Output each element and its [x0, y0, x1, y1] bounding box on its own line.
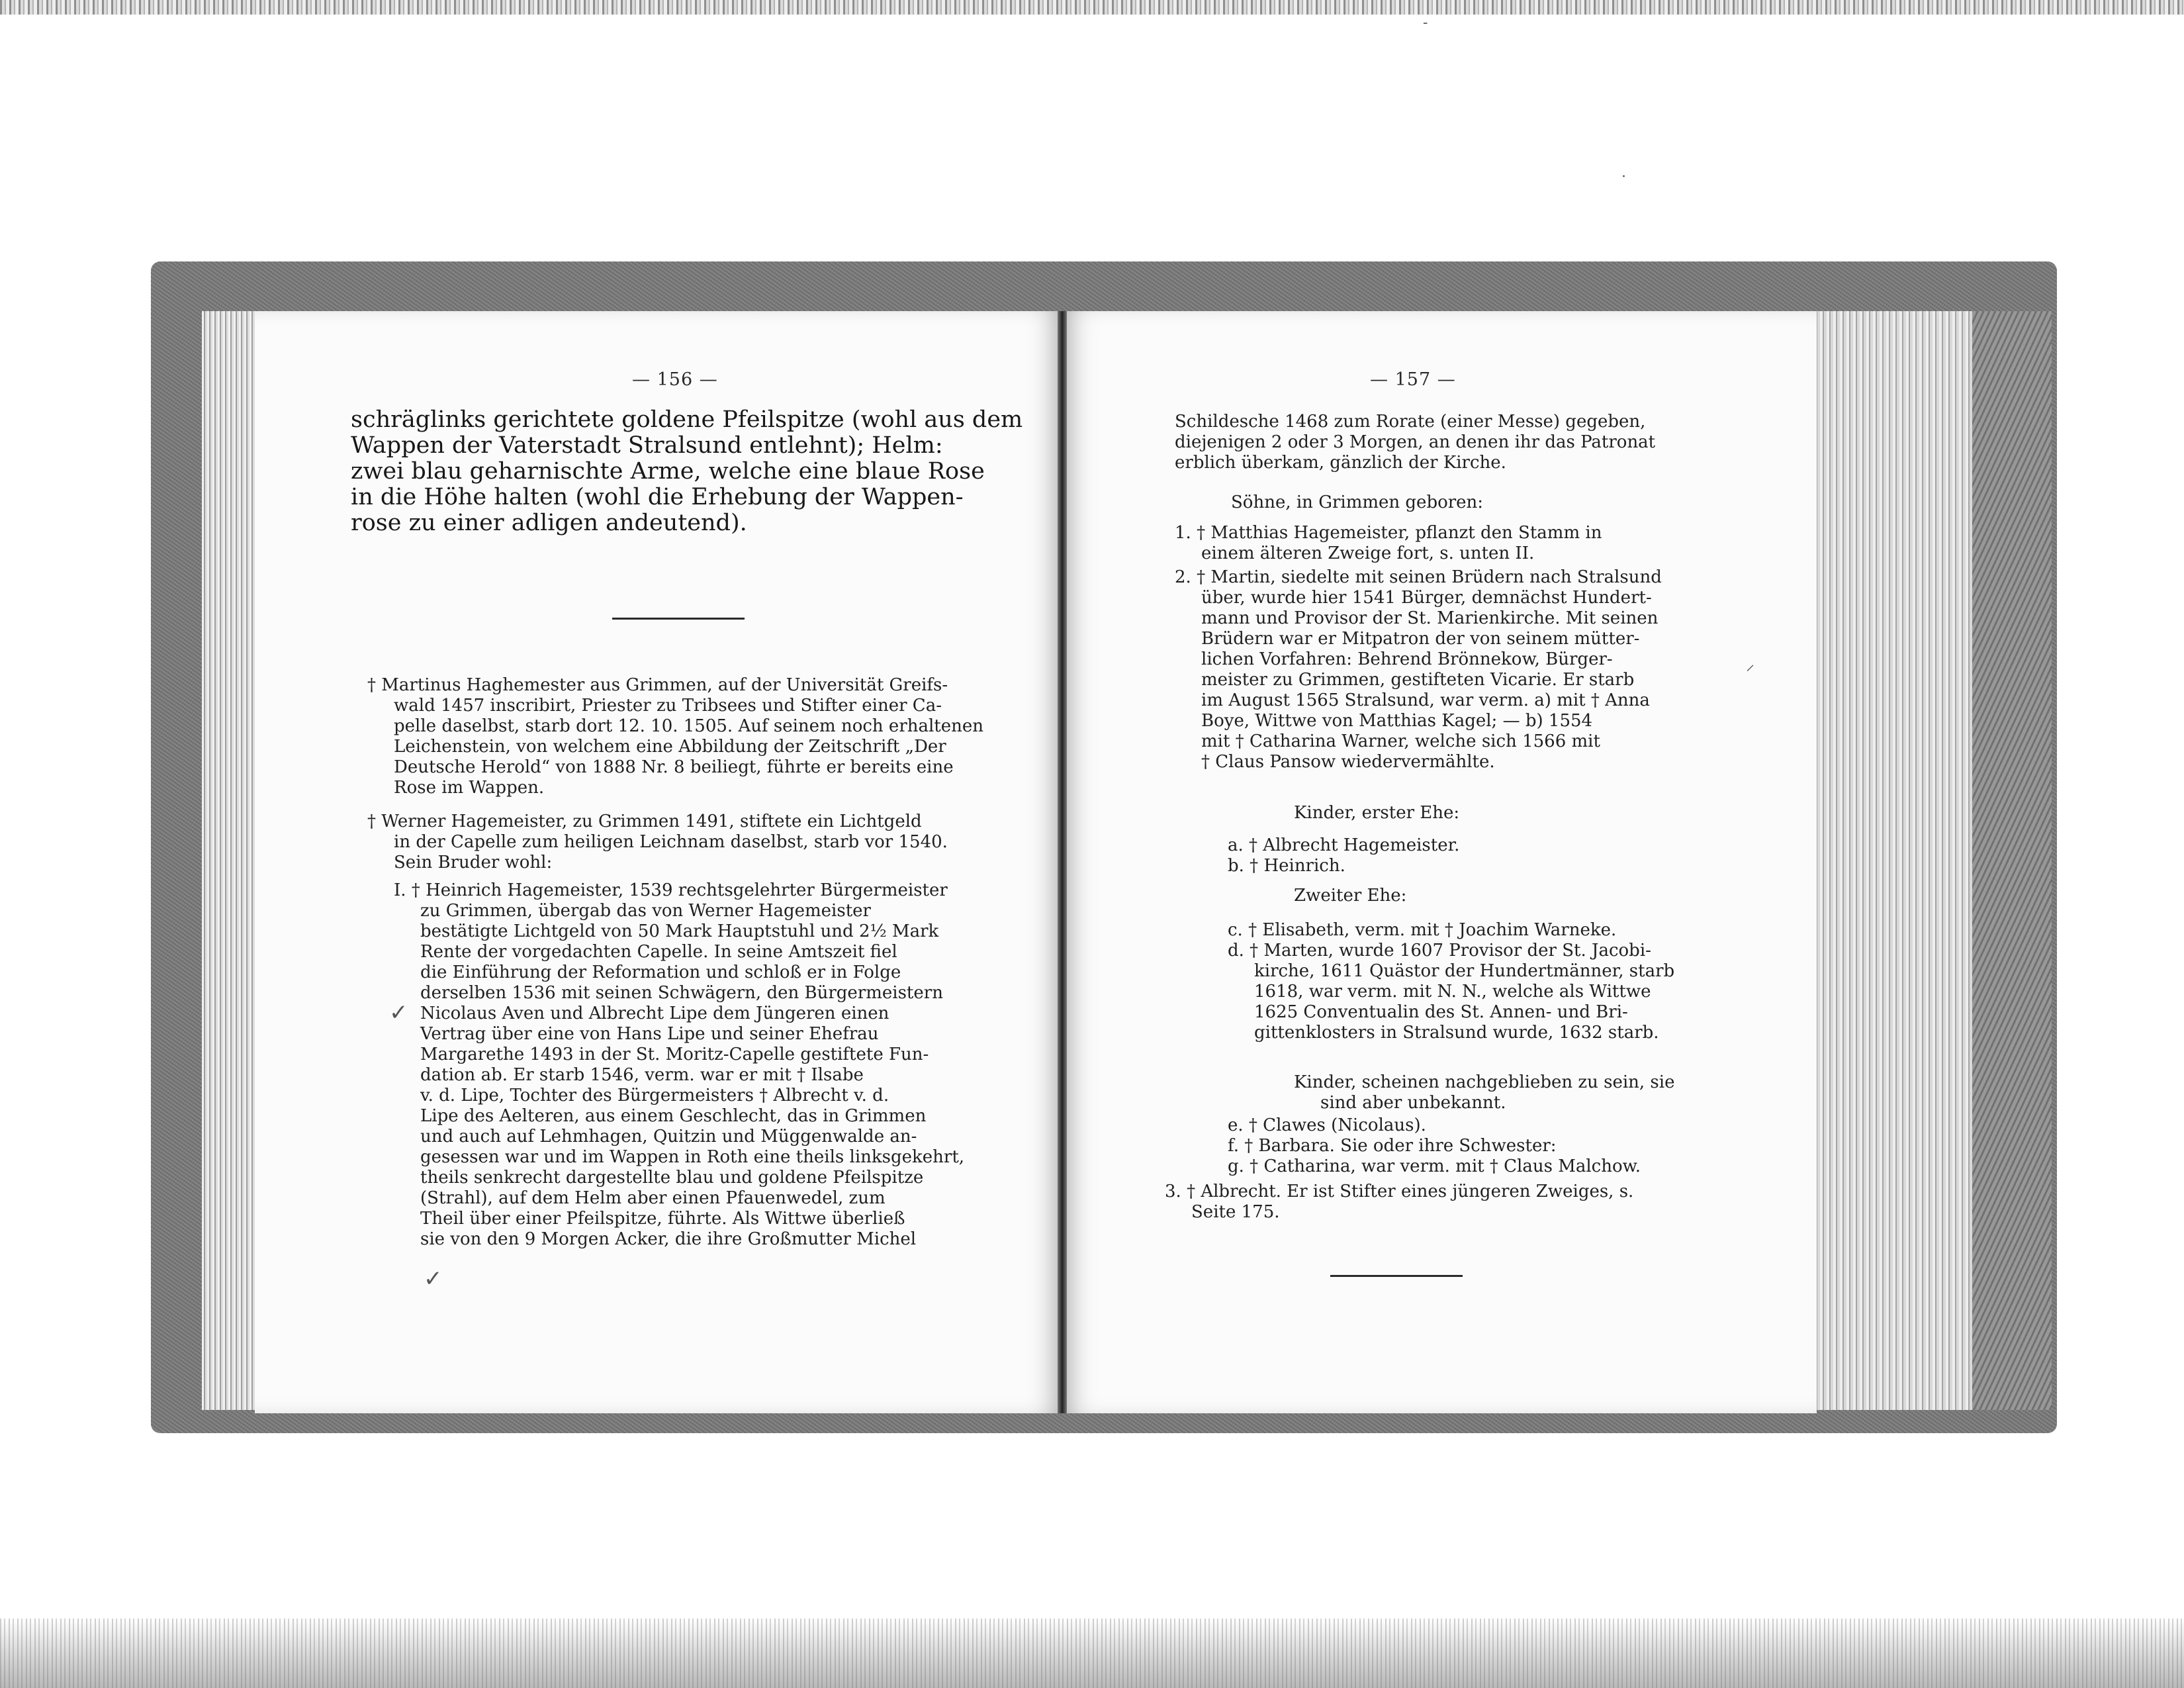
list-item: d. † Marten, wurde 1607 Provisor der St. Jacobi-	[1228, 941, 1651, 961]
text-line: gesessen war und im Wappen in Roth eine theils linksgekehrt,	[420, 1147, 965, 1167]
list-item: c. † Elisabeth, verm. mit † Joachim Warneke.	[1228, 920, 1617, 940]
text-line: 3. † Albrecht. Er ist Stifter eines jüngeren Zweiges, s.	[1165, 1182, 1634, 1201]
text-line: † Martinus Haghemester aus Grimmen, auf der Universität Greifs-	[367, 675, 948, 695]
text-line: Vertrag über eine von Hans Lipe und seiner Ehefrau	[420, 1024, 879, 1044]
text-line: 1618, war verm. mit N. N., welche als Wittwe	[1254, 982, 1651, 1002]
right-intro	[1175, 412, 1810, 473]
children-note	[1294, 1072, 1810, 1113]
text-line: Schildesche 1468 zum Rorate (einer Messe) gegeben,	[1175, 412, 1646, 432]
text-line: sind aber unbekannt.	[1320, 1093, 1506, 1113]
text-line: mit † Catharina Warner, welche sich 1566 mit	[1201, 731, 1600, 751]
text-line: Deutsche Herold“ von 1888 Nr. 8 beiliegt, führte er bereits eine	[394, 757, 954, 777]
text-line: sie von den 9 Morgen Acker, die ihre Großmutter Michel	[420, 1229, 917, 1249]
page-number-right: — 157 —	[1370, 369, 1456, 390]
text-line: † Claus Pansow wiedervermählte.	[1201, 752, 1495, 772]
text-line: im August 1565 Stralsund, war verm. a) mit † Anna	[1201, 690, 1650, 710]
son-martin	[1175, 567, 1810, 773]
text-line: lichen Vorfahren: Behrend Brönnekow, Bürger-	[1201, 649, 1613, 669]
text-line: theils senkrecht dargestellte blau und goldene Pfeilspitze	[420, 1168, 924, 1188]
text-line: gittenklosters in Stralsund wurde, 1632 starb.	[1254, 1023, 1659, 1043]
children-more-list	[1228, 1115, 1810, 1177]
text-line: Lipe des Aelteren, aus einem Geschlecht, das in Grimmen	[420, 1106, 927, 1126]
text-line: mann und Provisor der St. Marienkirche. Mit seinen	[1201, 608, 1659, 628]
son-matthias	[1175, 523, 1810, 564]
text-line: schräglinks gerichtete goldene Pfeilspitze (wohl aus dem	[351, 406, 1023, 433]
text-line: (Strahl), auf dem Helm aber einen Pfauenwedel, zum	[420, 1188, 886, 1208]
text-line: Boye, Wittwe von Matthias Kagel; — b) 1554	[1201, 711, 1593, 731]
text-line: in die Höhe halten (wohl die Erhebung der Wappen-	[351, 484, 964, 510]
text-line: zwei blau geharnischte Arme, welche eine blaue Rose	[351, 458, 985, 485]
text-line: Wappen der Vaterstadt Stralsund entlehnt); Helm:	[351, 432, 943, 459]
son-albrecht	[1165, 1182, 1810, 1223]
text-line: derselben 1536 mit seinen Schwägern, den Bürgermeistern	[420, 983, 943, 1003]
text-line: wald 1457 inscribirt, Priester zu Tribsees und Stifter einer Ca-	[394, 696, 942, 716]
text-line: in der Capelle zum heiligen Leichnam daselbst, starb vor 1540.	[394, 832, 948, 852]
entry-werner	[367, 812, 1062, 873]
scan-speck: ‐	[1423, 15, 1428, 31]
text-line: über, wurde hier 1541 Bürger, demnächst Hundert-	[1201, 588, 1652, 608]
list-item: e. † Clawes (Nicolaus).	[1228, 1115, 1426, 1135]
text-line: erblich überkam, gänzlich der Kirche.	[1175, 453, 1506, 473]
pencil-mark: ⸝	[1746, 655, 1755, 675]
text-line: bestätigte Lichtgeld von 50 Mark Hauptstuhl und 2½ Mark	[420, 921, 939, 941]
separator-rule	[612, 618, 745, 620]
children-first-heading: Kinder, erster Ehe:	[1294, 803, 1460, 823]
list-item: a. † Albrecht Hagemeister.	[1228, 835, 1460, 855]
children-second-heading: Zweiter Ehe:	[1294, 886, 1407, 906]
text-line: Rose im Wappen.	[394, 778, 545, 798]
text-line: diejenigen 2 oder 3 Morgen, an denen ihr das Patronat	[1175, 432, 1656, 452]
text-line: Theil über einer Pfeilspitze, führte. Als Wittwe überließ	[420, 1209, 905, 1229]
page-edges-right	[1813, 311, 1972, 1410]
text-line: Brüdern war er Mitpatron der von seinem mütter-	[1201, 629, 1640, 649]
entry-martinus	[367, 675, 1062, 798]
pencil-check-mark: ✓	[424, 1266, 443, 1292]
text-line: die Einführung der Reformation und schloß er in Folge	[420, 962, 901, 982]
end-rule	[1330, 1275, 1463, 1277]
children-first-list	[1228, 835, 1810, 876]
text-line: einem älteren Zweige fort, s. unten II.	[1201, 543, 1535, 563]
text-line: I. † Heinrich Hagemeister, 1539 rechtsgelehrter Bürgermeister	[394, 880, 948, 900]
children-second-list	[1228, 920, 1810, 1043]
pencil-check-mark: ✓	[389, 1000, 408, 1026]
left-heading-paragraph	[351, 407, 1059, 536]
text-line: Kinder, scheinen nachgeblieben zu sein, sie	[1294, 1072, 1675, 1092]
text-line: Rente der vorgedachten Capelle. In seine Amtszeit fiel	[420, 942, 897, 962]
list-item: f. † Barbara. Sie oder ihre Schwester:	[1228, 1136, 1557, 1156]
text-line: † Werner Hagemeister, zu Grimmen 1491, stiftete ein Lichtgeld	[367, 812, 922, 831]
text-line: 1625 Conventualin des St. Annen- und Bri-	[1254, 1002, 1628, 1022]
sons-heading: Söhne, in Grimmen geboren:	[1231, 492, 1484, 512]
text-line: und auch auf Lehmhagen, Quitzin und Müggenwalde an-	[420, 1127, 917, 1147]
entry-heinrich	[394, 880, 1062, 1250]
text-line: Seite 175.	[1191, 1202, 1280, 1222]
page-number-left: — 156 —	[632, 369, 718, 390]
text-line: 2. † Martin, siedelte mit seinen Brüdern nach Stralsund	[1175, 567, 1662, 587]
text-line: dation ab. Er starb 1546, verm. war er mit † Ilsabe	[420, 1065, 864, 1085]
scan-speck: ·	[1621, 169, 1626, 185]
list-item: g. † Catharina, war verm. mit † Claus Malchow.	[1228, 1156, 1641, 1176]
page-edges-left	[202, 311, 255, 1410]
text-line: meister zu Grimmen, gestifteten Vicarie. Er starb	[1201, 670, 1635, 690]
text-line: Nicolaus Aven und Albrecht Lipe dem Jüngeren einen	[420, 1004, 889, 1023]
text-line: Leichenstein, von welchem eine Abbildung der Zeitschrift „Der	[394, 737, 946, 757]
text-line: 1. † Matthias Hagemeister, pflanzt den Stamm in	[1175, 523, 1602, 543]
text-line: Sein Bruder wohl:	[394, 853, 553, 872]
text-line: pelle daselbst, starb dort 12. 10. 1505. Auf seinem noch erhaltenen	[394, 716, 984, 736]
text-line: v. d. Lipe, Tochter des Bürgermeisters † Albrecht v. d.	[420, 1086, 889, 1105]
text-line: rose zu einer adligen andeutend).	[351, 510, 747, 536]
scan-noise-bottom	[0, 1618, 2184, 1688]
text-line: Margarethe 1493 in der St. Moritz-Capelle gestiftete Fun-	[420, 1045, 929, 1064]
list-item: b. † Heinrich.	[1228, 856, 1345, 876]
scan-noise-top	[0, 0, 2184, 15]
text-line: zu Grimmen, übergab das von Werner Hagemeister	[420, 901, 871, 921]
text-line: kirche, 1611 Quästor der Hundertmänner, starb	[1254, 961, 1675, 981]
